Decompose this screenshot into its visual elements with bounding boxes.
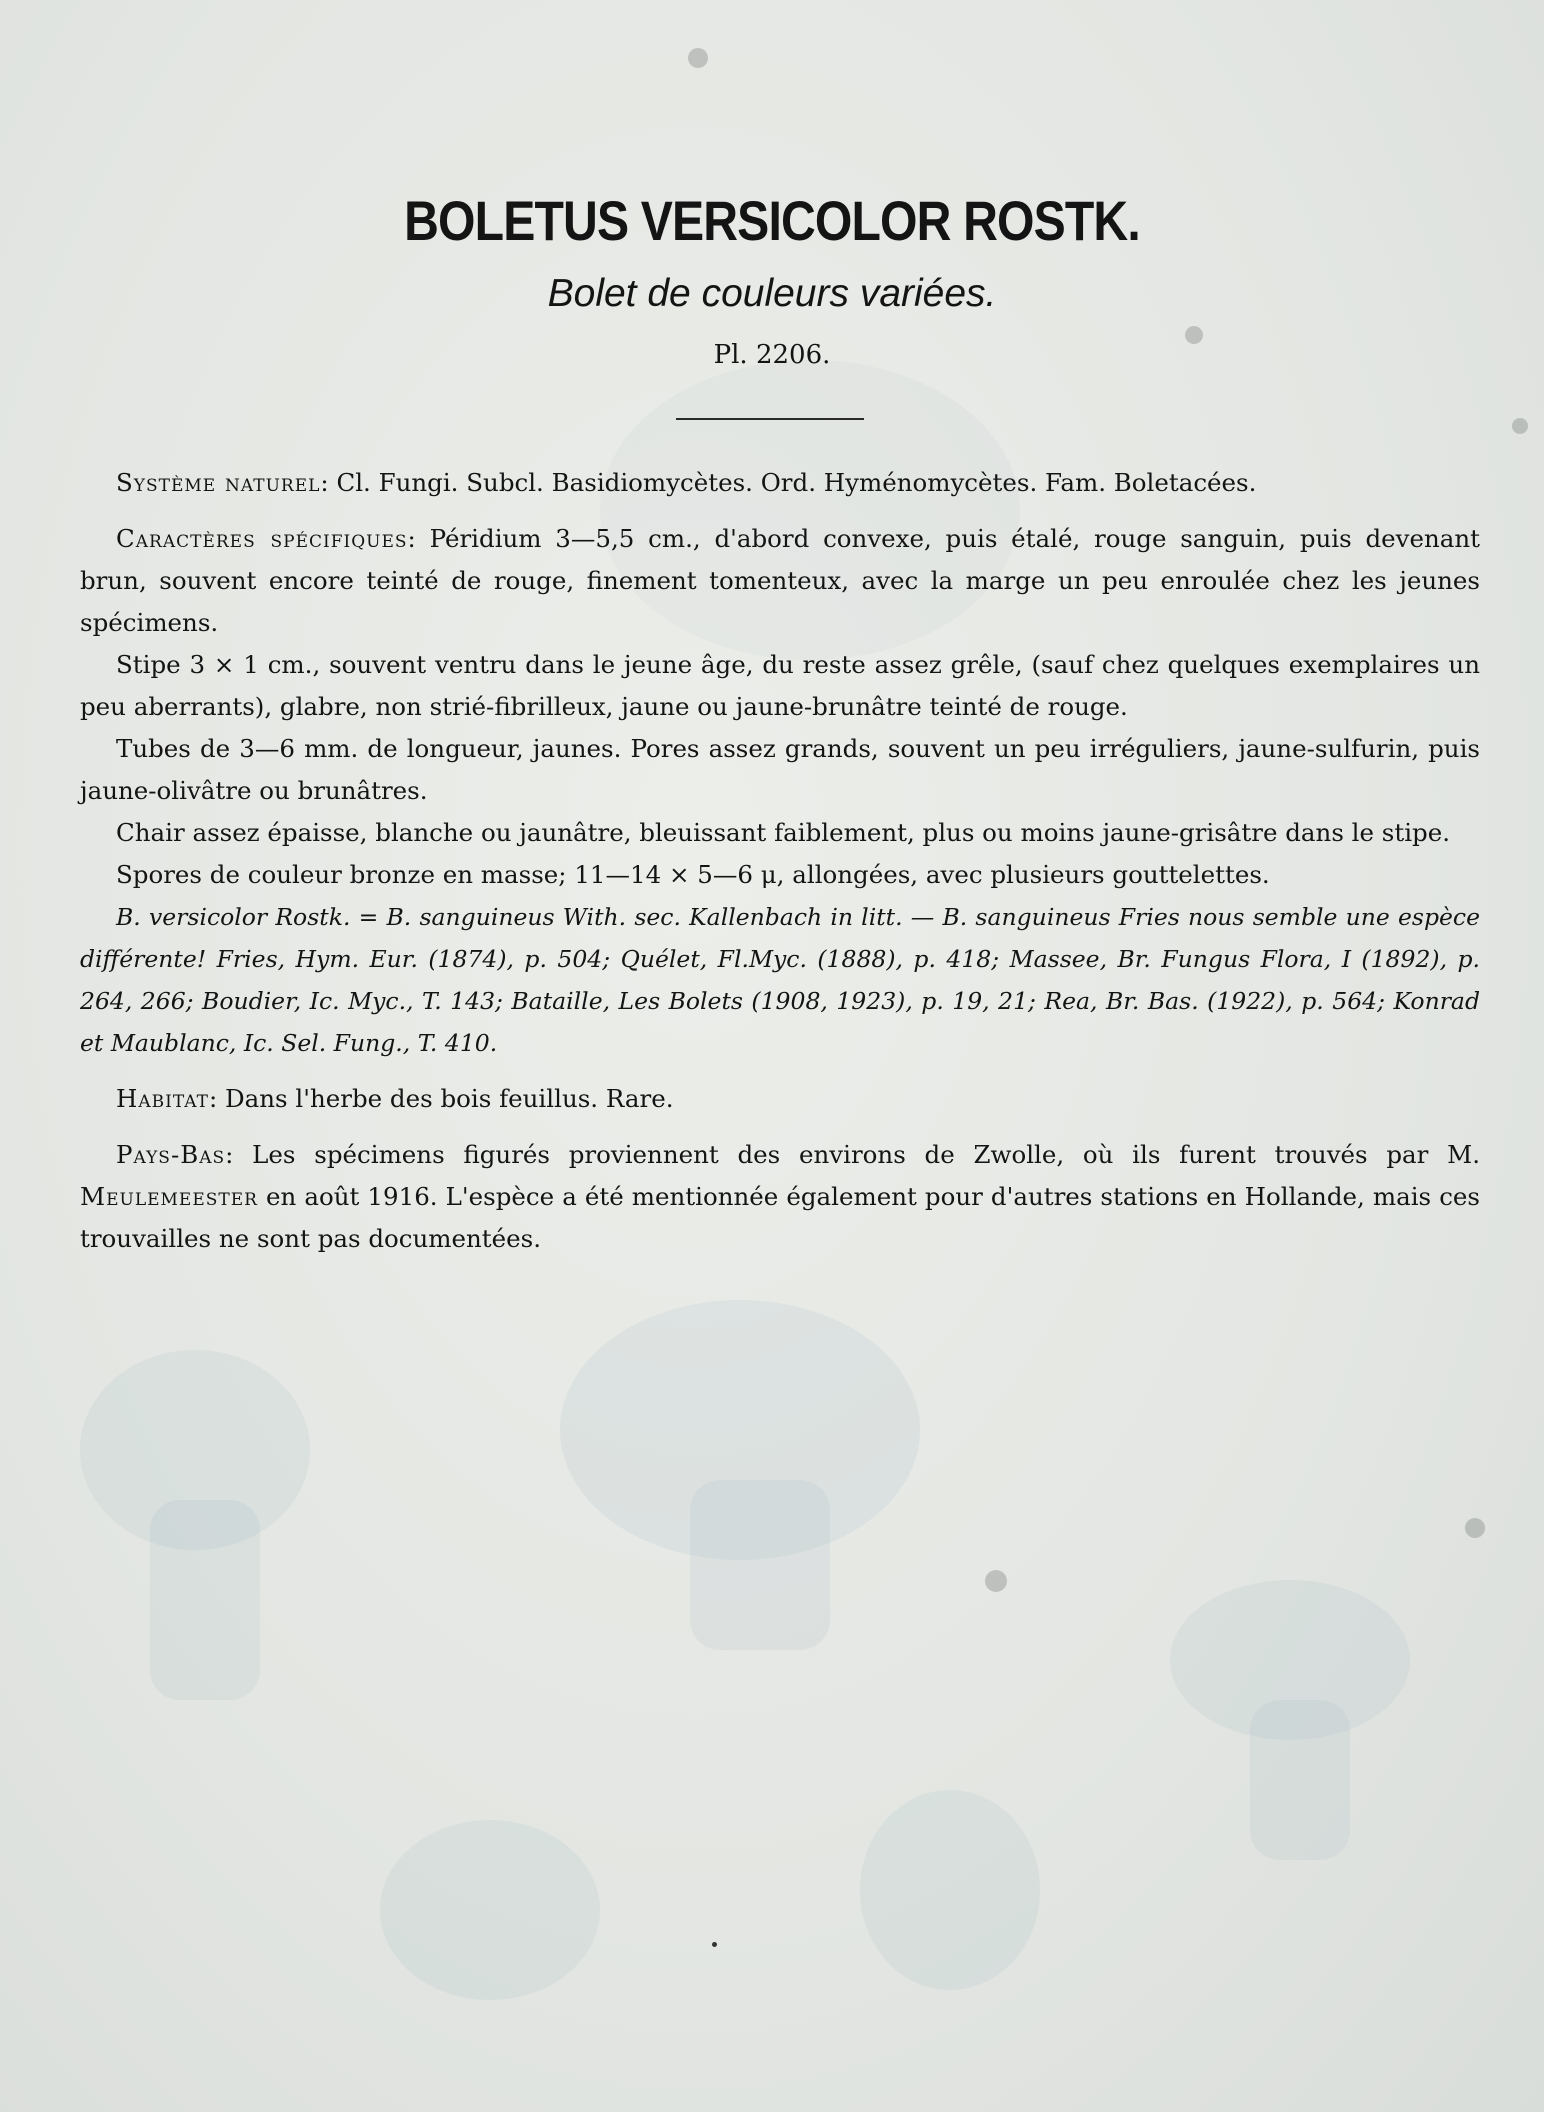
bleed-through-cap-bottom-left	[380, 1820, 600, 2000]
foxing-spot	[688, 48, 708, 68]
synonymy-paragraph: B. versicolor Rostk. = B. sanguineus With. sec. Kallenbach in litt. — B. sanguineus Fries nous semble une espèce différente! Fries, Hym. Eur. (1874), p. 504; Quélet, Fl.Myc. (1888), p. 418; Massee, Br. Fungus Flora, I (1892), p. 264, 266; Boudier, Ic. Myc., T. 143; Bataille, Les Bolets (1908, 1923), p. 19, 21; Rea, Br. Bas. (1922), p. 564; Konrad et Maublanc, Ic. Sel. Fung., T. 410.	[80, 903, 1480, 1057]
collector-name: Meulemeester	[80, 1182, 258, 1211]
foxing-spot	[1512, 418, 1528, 434]
caracteres-paragraph	[80, 518, 1480, 644]
systeme-paragraph	[80, 462, 1480, 504]
habitat-paragraph	[80, 1078, 1480, 1120]
bleed-through-stem-left	[150, 1500, 260, 1700]
habitat-text: : Dans l'herbe des bois feuillus. Rare.	[208, 1084, 674, 1113]
paysbas-text-2: en août 1916. L'espèce a été mentionnée également pour d'autres stations en Hollande, mais ces trouvailles ne sont pas documentées.	[80, 1182, 1480, 1253]
page-title: BOLETUS VERSICOLOR ROSTK.	[404, 189, 1140, 252]
bleed-through-cap-bottom-right	[860, 1790, 1040, 1990]
bleed-through-stem-right	[1250, 1700, 1350, 1860]
paysbas-paragraph	[80, 1134, 1480, 1260]
tubes-paragraph: Tubes de 3—6 mm. de longueur, jaunes. Pores assez grands, souvent un peu irréguliers, jaune-sulfurin, puis jaune-olivâtre ou brunâtres.	[80, 734, 1480, 805]
paysbas-text-1: : Les spécimens figurés proviennent des environs de Zwolle, où ils furent trouvés par M.	[225, 1140, 1480, 1169]
page-dot-mark	[712, 1942, 717, 1947]
caracteres-label: Caractères spécifiques	[116, 524, 408, 553]
foxing-spot	[985, 1570, 1007, 1592]
stipe-paragraph: Stipe 3 × 1 cm., souvent ventru dans le jeune âge, du reste assez grêle, (sauf chez quelques exemplaires un peu aberrants), glabre, non strié-fibrilleux, jaune ou jaune-brunâtre teinté de rouge.	[80, 650, 1480, 721]
plate-number: Pl. 2206.	[713, 340, 831, 370]
systeme-text: : Cl. Fungi. Subcl. Basidiomycètes. Ord. Hyménomycètes. Fam. Boletacées.	[320, 468, 1257, 497]
caracteres-text: : Péridium 3—5,5 cm., d'abord convexe, puis étalé, rouge sanguin, puis devenant brun, souvent encore teinté de rouge, finement tomenteux, avec la marge un peu enroulée chez les jeunes spécimens.	[80, 524, 1481, 637]
description-body	[80, 462, 1480, 1260]
spores-paragraph: Spores de couleur bronze en masse; 11—14 × 5—6 μ, allongées, avec plusieurs gouttelettes.	[116, 860, 1270, 889]
paysbas-label: Pays-Bas	[116, 1140, 226, 1169]
habitat-label: Habitat	[116, 1084, 209, 1113]
foxing-spot	[1465, 1518, 1485, 1538]
page-subtitle: Bolet de couleurs variées.	[547, 272, 997, 315]
divider-rule	[676, 418, 864, 420]
systeme-label: Système naturel	[116, 468, 321, 497]
bleed-through-stem-center	[690, 1480, 830, 1650]
chair-paragraph: Chair assez épaisse, blanche ou jaunâtre, bleuissant faiblement, plus ou moins jaune-grisâtre dans le stipe.	[116, 818, 1451, 847]
